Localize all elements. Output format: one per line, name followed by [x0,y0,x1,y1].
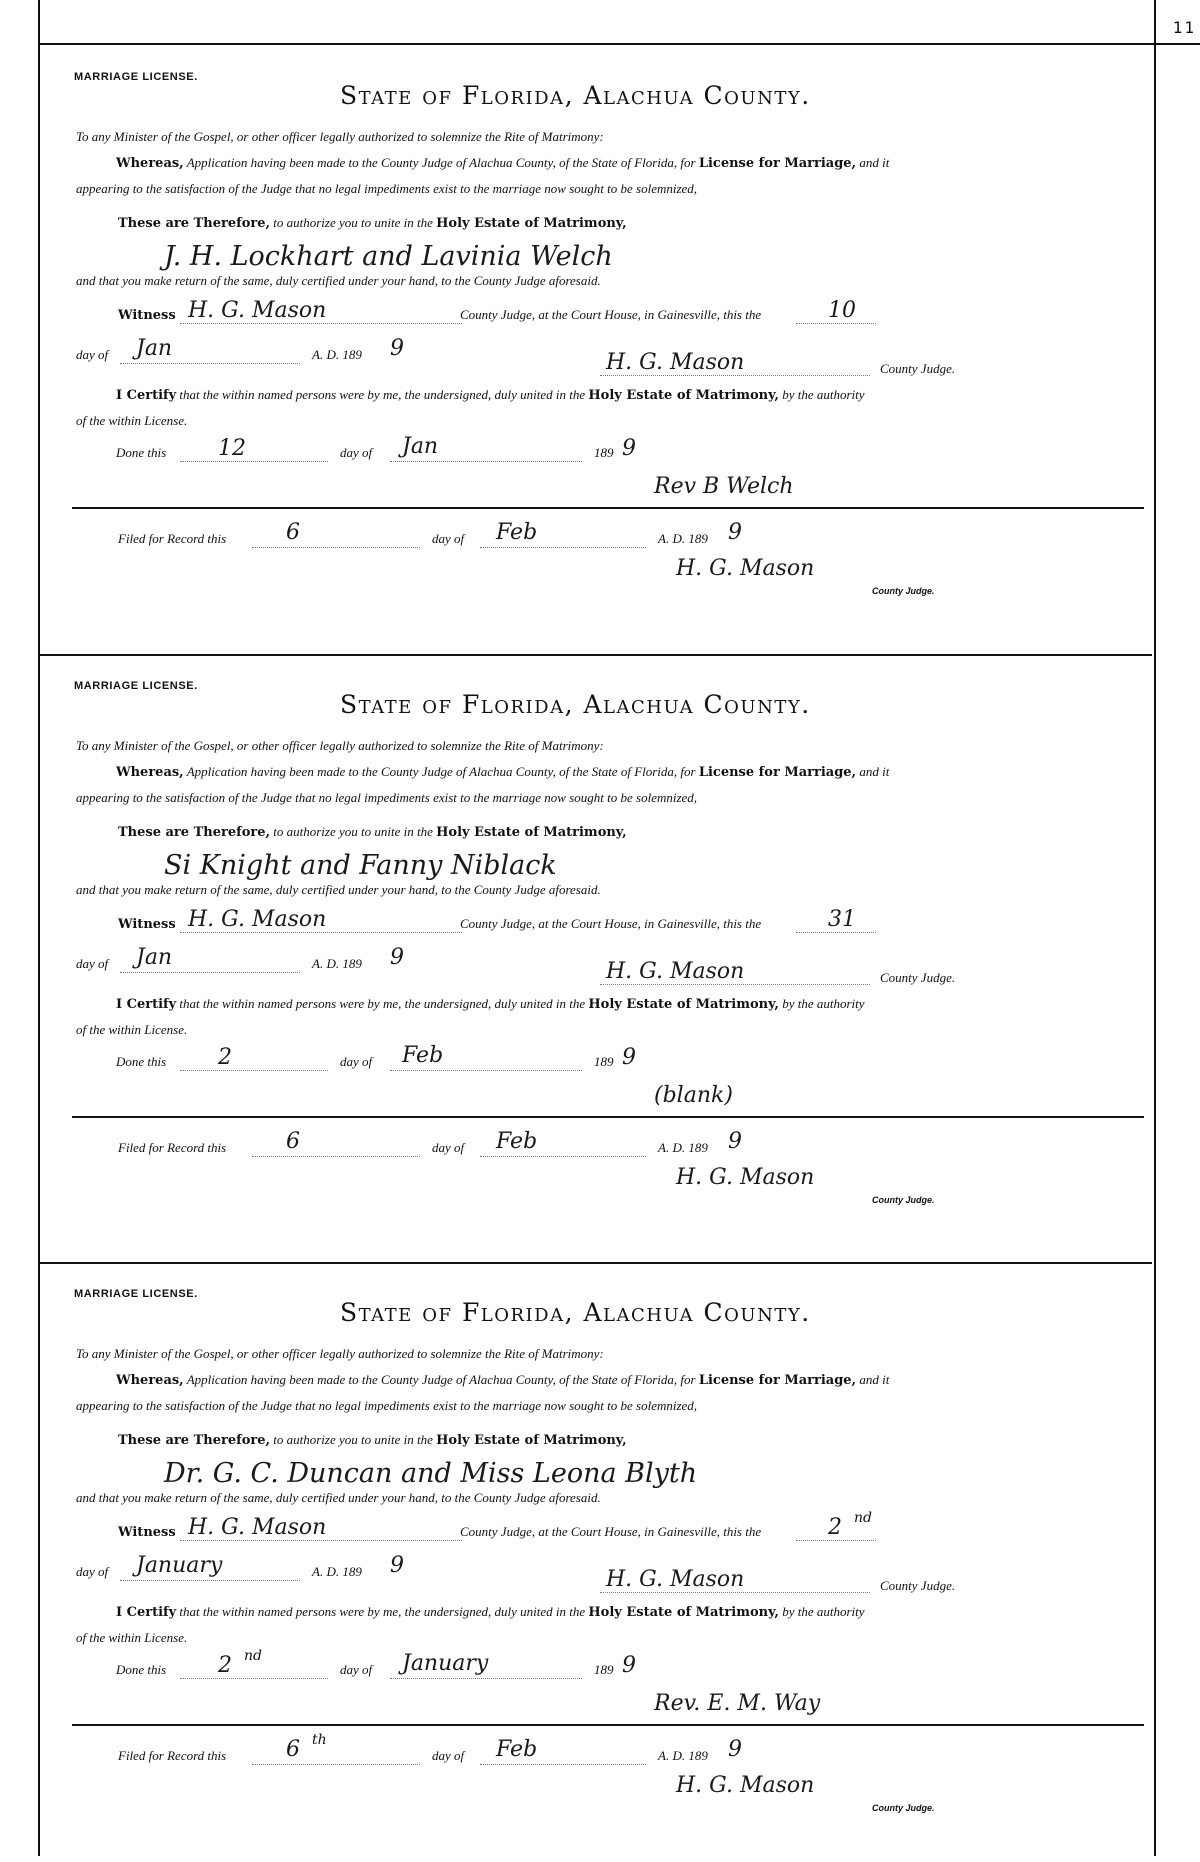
appearing-line: appearing to the satisfaction of the Judge that no legal impediments exist to the marriage now sought to be solemnized, [76,1398,698,1413]
witness-label: Witness [118,1525,176,1540]
day-dots [796,1540,876,1541]
month-dots [120,972,300,973]
filed-day-of-label: day of [432,1748,465,1763]
certify-line-2: of the within License. [76,1630,188,1645]
filed-label: Filed for Record this [118,1140,227,1155]
filed-day: 6 [286,1737,300,1762]
day-dots [796,323,876,324]
whereas-label: Whereas, [116,1373,184,1388]
county-judge-label: County Judge. [880,361,956,376]
witness-signature: H. G. Mason [188,298,327,323]
filed-day-of-label: day of [432,1140,465,1155]
filed-ad-label: A. D. 189 [658,1748,708,1763]
certify-text: that the within named persons were by me, the undersigned, duly united in the [179,387,586,402]
right-margin-rule [1154,0,1156,1856]
done-month: Feb [402,1043,444,1068]
certify-line [116,1604,865,1621]
certify-line-2: of the within License. [76,1022,188,1037]
day-of-label: day of [76,347,109,362]
officiant-signature: Rev B Welch [654,474,794,499]
done-month-dots [390,1678,582,1679]
judge-signature: H. G. Mason [606,1567,745,1592]
done-month-dots [390,461,582,462]
these-line [118,215,627,232]
issue-year-digit: 9 [390,1553,404,1578]
whereas-line [116,155,889,172]
done-year-label: 189 [594,1054,614,1069]
officiant-signature: (blank) [654,1083,733,1108]
issue-month: Jan [136,945,173,970]
these-label: These are Therefore, [118,1433,271,1448]
these-label: These are Therefore, [118,825,271,840]
appearing-line: appearing to the satisfaction of the Judge that no legal impediments exist to the marriage now sought to be solemnized, [76,790,698,805]
filed-month-dots [480,547,646,548]
day-dots [796,932,876,933]
day-of-label: day of [76,956,109,971]
license-for-marriage: License for Marriage, [698,765,857,780]
license-heading: MARRIAGE LICENSE. [74,680,198,692]
done-month: Jan [402,434,439,459]
done-day-dots [180,461,328,462]
certify-text: that the within named persons were by me, the undersigned, duly united in the [179,996,586,1011]
done-year-label: 189 [594,1662,614,1677]
certify-holy-estate: Holy Estate of Matrimony, [588,1605,779,1620]
witness-dots [180,932,462,933]
issue-day: 10 [828,298,856,323]
issue-day: 2 [828,1515,842,1540]
filed-day-dots [252,1156,420,1157]
these-text: to authorize you to unite in the [273,824,433,839]
whereas-label: Whereas, [116,156,184,171]
license-title: State of Florida, Alachua County. [340,1298,811,1327]
address-line: To any Minister of the Gospel, or other officer legally authorized to solemnize the Rite of Matrimony: [76,129,604,144]
certify-end: by the authority [782,1604,865,1619]
done-year-digit: 9 [622,1653,636,1678]
filed-label: Filed for Record this [118,531,227,546]
license-title: State of Florida, Alachua County. [340,690,811,719]
certify-label: I Certify [116,997,177,1012]
witness-label-wrap [118,916,176,933]
judge-dots [600,1592,870,1593]
license-for-marriage: License for Marriage, [698,156,857,171]
marriage-license-2 [40,654,1152,1254]
filed-separator [72,507,1144,509]
whereas-text: Application having been made to the County Judge of Alachua County, of the State of Florida, for [186,764,696,779]
marriage-license-1 [40,45,1152,645]
witness-label-wrap [118,307,176,324]
filed-ad-label: A. D. 189 [658,531,708,546]
certify-line [116,387,865,404]
filed-county-judge-label: County Judge. [872,1195,935,1205]
filed-month-dots [480,1156,646,1157]
ad-label: A. D. 189 [312,956,362,971]
filed-signature: H. G. Mason [676,1165,815,1190]
filed-year-digit: 9 [728,520,742,545]
done-day-dots [180,1070,328,1071]
witness-label: Witness [118,917,176,932]
whereas-line [116,1372,889,1389]
witness-label: Witness [118,308,176,323]
done-day: 2 [218,1653,232,1678]
witness-signature: H. G. Mason [188,1515,327,1540]
done-this-label: Done this [116,1662,167,1677]
address-line: To any Minister of the Gospel, or other officer legally authorized to solemnize the Rite of Matrimony: [76,738,604,753]
certify-line-2: of the within License. [76,413,188,428]
holy-estate: Holy Estate of Matrimony, [436,1433,627,1448]
witness-tail: County Judge, at the Court House, in Gainesville, this the [460,1524,762,1539]
marriage-license-3 [40,1262,1152,1862]
these-line [118,1432,627,1449]
done-year-digit: 9 [622,1045,636,1070]
ordinal-suffix: nd [244,1648,262,1664]
parties-handwritten: Si Knight and Fanny Niblack [164,850,557,881]
whereas-end: and it [859,155,890,170]
address-line: To any Minister of the Gospel, or other officer legally authorized to solemnize the Rite of Matrimony: [76,1346,604,1361]
these-line [118,824,627,841]
day-of-label: day of [76,1564,109,1579]
witness-label-wrap [118,1524,176,1541]
license-for-marriage: License for Marriage, [698,1373,857,1388]
filed-month-dots [480,1764,646,1765]
issue-month: January [136,1553,223,1578]
holy-estate: Holy Estate of Matrimony, [436,216,627,231]
done-month-dots [390,1070,582,1071]
done-month: January [402,1651,489,1676]
parties-handwritten: J. H. Lockhart and Lavinia Welch [164,241,613,272]
filed-signature: H. G. Mason [676,1773,815,1798]
certify-label: I Certify [116,1605,177,1620]
certify-line [116,996,865,1013]
ordinal-suffix: nd [854,1510,872,1526]
done-day: 2 [218,1045,232,1070]
filed-day-dots [252,547,420,548]
whereas-end: and it [859,1372,890,1387]
certify-end: by the authority [782,387,865,402]
page-number: 11 [1172,18,1196,37]
certify-holy-estate: Holy Estate of Matrimony, [588,997,779,1012]
return-line: and that you make return of the same, duly certified under your hand, to the County Judge aforesaid. [76,273,601,288]
filed-county-judge-label: County Judge. [872,1803,935,1813]
filed-month: Feb [496,1737,538,1762]
appearing-line: appearing to the satisfaction of the Judge that no legal impediments exist to the marriage now sought to be solemnized, [76,181,698,196]
county-judge-label: County Judge. [880,1578,956,1593]
whereas-label: Whereas, [116,765,184,780]
issue-year-digit: 9 [390,945,404,970]
certify-label: I Certify [116,388,177,403]
witness-signature: H. G. Mason [188,907,327,932]
done-this-label: Done this [116,445,167,460]
month-dots [120,363,300,364]
witness-dots [180,323,462,324]
whereas-end: and it [859,764,890,779]
parties-handwritten: Dr. G. C. Duncan and Miss Leona Blyth [164,1458,698,1489]
whereas-text: Application having been made to the County Judge of Alachua County, of the State of Florida, for [186,1372,696,1387]
county-judge-label: County Judge. [880,970,956,985]
done-year-digit: 9 [622,436,636,461]
certify-text: that the within named persons were by me, the undersigned, duly united in the [179,1604,586,1619]
done-day-of-label: day of [340,445,373,460]
issue-month: Jan [136,336,173,361]
whereas-text: Application having been made to the County Judge of Alachua County, of the State of Florida, for [186,155,696,170]
license-heading: MARRIAGE LICENSE. [74,71,198,83]
filed-ad-label: A. D. 189 [658,1140,708,1155]
filed-label: Filed for Record this [118,1748,227,1763]
filed-county-judge-label: County Judge. [872,586,935,596]
judge-dots [600,375,870,376]
license-heading: MARRIAGE LICENSE. [74,1288,198,1300]
done-day-dots [180,1678,328,1679]
ordinal-suffix: th [312,1732,327,1748]
filed-day: 6 [286,1129,300,1154]
filed-day-dots [252,1764,420,1765]
witness-dots [180,1540,462,1541]
these-text: to authorize you to unite in the [273,215,433,230]
filed-day: 6 [286,520,300,545]
judge-signature: H. G. Mason [606,959,745,984]
officiant-signature: Rev. E. M. Way [654,1691,821,1716]
done-day: 12 [218,436,246,461]
license-title: State of Florida, Alachua County. [340,81,811,110]
certify-holy-estate: Holy Estate of Matrimony, [588,388,779,403]
month-dots [120,1580,300,1581]
filed-month: Feb [496,1129,538,1154]
filed-year-digit: 9 [728,1737,742,1762]
holy-estate: Holy Estate of Matrimony, [436,825,627,840]
filed-signature: H. G. Mason [676,556,815,581]
done-year-label: 189 [594,445,614,460]
issue-year-digit: 9 [390,336,404,361]
filed-separator [72,1116,1144,1118]
filed-day-of-label: day of [432,531,465,546]
return-line: and that you make return of the same, duly certified under your hand, to the County Judge aforesaid. [76,882,601,897]
done-day-of-label: day of [340,1054,373,1069]
ad-label: A. D. 189 [312,1564,362,1579]
certify-end: by the authority [782,996,865,1011]
issue-day: 31 [828,907,856,932]
whereas-line [116,764,889,781]
judge-dots [600,984,870,985]
witness-tail: County Judge, at the Court House, in Gainesville, this the [460,307,762,322]
filed-year-digit: 9 [728,1129,742,1154]
judge-signature: H. G. Mason [606,350,745,375]
done-day-of-label: day of [340,1662,373,1677]
ad-label: A. D. 189 [312,347,362,362]
these-text: to authorize you to unite in the [273,1432,433,1447]
filed-separator [72,1724,1144,1726]
return-line: and that you make return of the same, duly certified under your hand, to the County Judge aforesaid. [76,1490,601,1505]
done-this-label: Done this [116,1054,167,1069]
witness-tail: County Judge, at the Court House, in Gainesville, this the [460,916,762,931]
these-label: These are Therefore, [118,216,271,231]
filed-month: Feb [496,520,538,545]
